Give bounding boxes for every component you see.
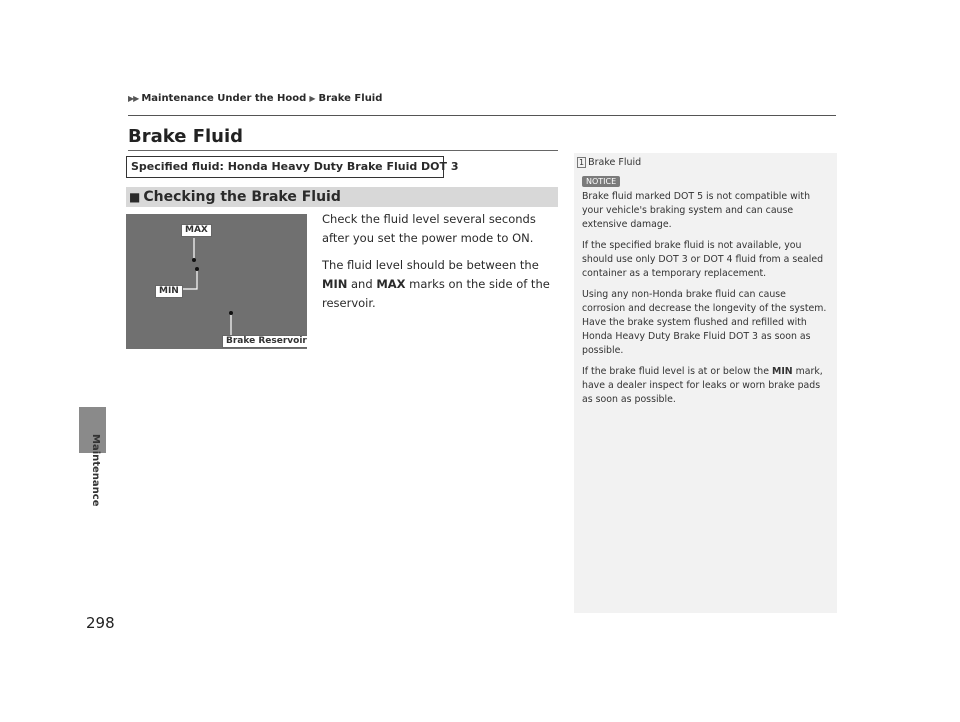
- max-label: MAX: [181, 224, 212, 237]
- square-bullet-icon: ■: [129, 190, 141, 204]
- page-title: Brake Fluid: [128, 126, 244, 147]
- note-text-span: mark, have a dealer inspect for leaks or worn brake pads as soon as possible.: [582, 366, 823, 405]
- breadcrumb: [128, 93, 382, 104]
- note-number-icon: 1: [579, 158, 585, 167]
- section-heading: [126, 187, 558, 207]
- body-text-span: and: [347, 277, 377, 291]
- note-paragraph-2: If the specified brake fluid is not available, you should use only DOT 3 or DOT 4 fluid from a sealed container as a temporary replacement.: [582, 240, 824, 279]
- breadcrumb-item-brake-fluid[interactable]: Brake Fluid: [318, 93, 383, 104]
- page-number: 298: [86, 614, 115, 632]
- brake-reservoir-figure: [126, 214, 307, 349]
- body-paragraph-2: [322, 256, 562, 313]
- brake-reservoir-label: Brake Reservoir: [222, 335, 307, 348]
- title-rule: [128, 150, 558, 151]
- header-rule: [128, 115, 836, 116]
- note-paragraph-1: Brake fluid marked DOT 5 is not compatible with your vehicle's braking system and can cause extensive damage.: [582, 191, 811, 230]
- arrow-icon: ▶: [309, 94, 316, 103]
- body-text-span: The fluid level should be between the: [322, 258, 539, 272]
- min-bold: MIN: [322, 277, 348, 291]
- section-heading-text: Checking the Brake Fluid: [143, 189, 341, 205]
- max-bold: MAX: [376, 277, 406, 291]
- body-text: [322, 210, 562, 321]
- breadcrumb-item-maintenance-under-hood[interactable]: Maintenance Under the Hood: [141, 93, 307, 104]
- double-arrow-icon: ▶▶: [128, 94, 139, 103]
- notice-badge: NOTICE: [582, 176, 620, 187]
- notes-panel-title: Brake Fluid: [588, 157, 642, 168]
- body-text-span: marks on the side of the reservoir.: [322, 277, 550, 310]
- note-paragraph-4: [582, 365, 832, 407]
- body-paragraph-1: Check the fluid level several seconds after you set the power mode to ON.: [322, 212, 536, 245]
- chapter-tab-label: Maintenance: [90, 434, 101, 507]
- note-paragraph-3: Using any non-Honda brake fluid can cause corrosion and decrease the longevity of the system. Have the brake system flushed and refilled with Honda Heavy Duty Brake Fluid DOT 3 as soon as possible.: [582, 289, 827, 356]
- notes-panel-heading: [577, 157, 641, 168]
- specified-fluid-box: Specified fluid: Honda Heavy Duty Brake Fluid DOT 3: [126, 156, 444, 178]
- reservoir-callout-lines: [126, 214, 307, 349]
- notes-panel-text: [582, 190, 832, 414]
- min-label: MIN: [155, 285, 183, 298]
- min-bold: MIN: [771, 366, 793, 377]
- note-text-span: If the brake fluid level is at or below the: [582, 366, 772, 377]
